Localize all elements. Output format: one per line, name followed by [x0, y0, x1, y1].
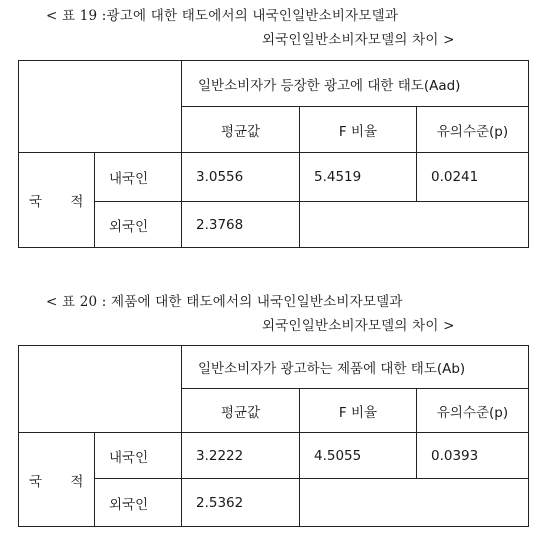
cell-f-ratio: 5.4519 — [300, 153, 417, 202]
row-group-label: 국 적 — [19, 153, 95, 248]
cell-p-value: 0.0393 — [417, 433, 529, 479]
row-group-label: 국 적 — [19, 433, 95, 527]
group-header: 일반소비자가 등장한 광고에 대한 태도(Aad) — [182, 61, 529, 107]
row-label-foreign: 외국인 — [95, 479, 182, 527]
col-header-p-value: 유의수준(p) — [417, 107, 529, 153]
col-header-f-ratio: F 비율 — [300, 389, 417, 433]
col-header-f-ratio: F 비율 — [300, 107, 417, 153]
col-header-mean: 평균값 — [182, 389, 300, 433]
table-20-caption-line-2: 외국인일반소비자모델의 차이 > — [262, 318, 455, 334]
row-label-foreign: 외국인 — [95, 202, 182, 248]
table-20 — [18, 345, 529, 527]
empty-cell — [300, 479, 529, 527]
empty-cell — [300, 202, 529, 248]
col-header-p-value: 유의수준(p) — [417, 389, 529, 433]
corner-cell — [19, 61, 182, 153]
cell-domestic-mean: 3.0556 — [182, 153, 300, 202]
table-19-caption-line-2: 외국인일반소비자모델의 차이 > — [262, 32, 455, 48]
row-label-domestic: 내국인 — [95, 433, 182, 479]
table-20-caption-line-1: < 표 20 : 제품에 대한 태도에서의 내국인일반소비자모델과 — [46, 294, 403, 310]
cell-foreign-mean: 2.5362 — [182, 479, 300, 527]
cell-domestic-mean: 3.2222 — [182, 433, 300, 479]
table-19 — [18, 60, 529, 248]
group-header: 일반소비자가 광고하는 제품에 대한 태도(Ab) — [182, 346, 529, 389]
table-19-caption-line-1: < 표 19 :광고에 대한 태도에서의 내국인일반소비자모델과 — [46, 8, 399, 24]
corner-cell — [19, 346, 182, 433]
cell-f-ratio: 4.5055 — [300, 433, 417, 479]
row-label-domestic: 내국인 — [95, 153, 182, 202]
cell-p-value: 0.0241 — [417, 153, 529, 202]
cell-foreign-mean: 2.3768 — [182, 202, 300, 248]
col-header-mean: 평균값 — [182, 107, 300, 153]
